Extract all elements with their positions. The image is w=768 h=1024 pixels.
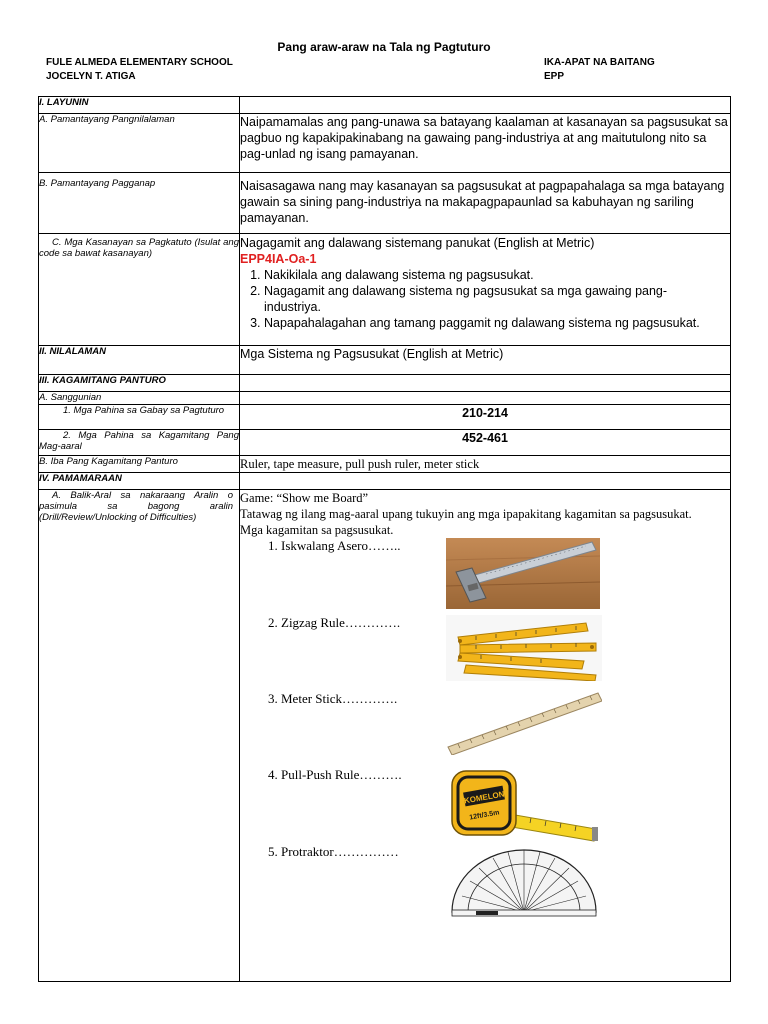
row-sanggunian [39, 392, 731, 405]
game-instruction: Tatawag ng ilang mag-aaral upang tukuyin ang mga ipapakitang kagamitan sa pagsusukat. [240, 507, 692, 521]
list-item: 1. Nakikilala ang dalawang sistema ng pagsusukat. [264, 267, 730, 283]
header-right [544, 56, 655, 84]
kagamitan-label: III. KAGAMITANG PANTURO [39, 375, 240, 392]
kasanayan-code: EPP4IA-Oa-1 [240, 252, 317, 266]
iba-pang-kagamitan-text: Ruler, tape measure, pull push ruler, meter stick [240, 456, 731, 473]
header-left [46, 56, 233, 84]
row-nilalaman [39, 346, 731, 375]
row-pamantayang-pagganap [39, 173, 731, 234]
teacher-name: JOCELYN T. ATIGA [46, 71, 136, 82]
tape-brand: KOMELON [463, 789, 506, 806]
balik-aral-label: A. Balik-Aral sa nakaraang Aralin o pasimula sa bagong aralin (Drill/Review/Unlocking of Difficulties) [39, 490, 240, 982]
try-square-image [446, 538, 600, 609]
tool-label: 5. Protraktor…………… [268, 844, 399, 859]
protractor-image [446, 844, 602, 918]
row-kasanayan [39, 234, 731, 346]
kasanayan-list [240, 267, 730, 331]
nilalaman-label: II. NILALAMAN [39, 346, 240, 375]
row-layunin [39, 97, 731, 114]
meter-stick-image [446, 691, 602, 755]
layunin-label: I. LAYUNIN [39, 97, 240, 114]
page-title: Pang araw-araw na Tala ng Pagtuturo [277, 40, 491, 54]
lesson-plan-table [38, 96, 731, 982]
list-item: 3. Napapahalagahan ang tamang paggamit ng dalawang sistema ng pagsusukat. [264, 315, 730, 331]
tool-label: 3. Meter Stick…………. [268, 691, 398, 706]
tool-label: 2. Zigzag Rule…………. [268, 615, 401, 630]
tool-row-iskwalang-asero [240, 538, 730, 615]
balik-aral-cell [240, 490, 731, 982]
pangnilalaman-label: A. Pamantayang Pangnilalaman [39, 114, 240, 173]
sanggunian-label: A. Sanggunian [39, 392, 240, 405]
zigzag-rule-image [446, 615, 602, 681]
tool-label: 1. Iskwalang Asero…….. [268, 538, 401, 553]
row-kagamitan-pahina [39, 430, 731, 456]
tool-row-protraktor [240, 844, 730, 924]
row-iba-pang-kagamitan [39, 456, 731, 473]
row-pamamaraan [39, 473, 731, 490]
row-kagamitan [39, 375, 731, 392]
nilalaman-text: Mga Sistema ng Pagsusukat (English at Metric) [240, 346, 731, 375]
tool-row-meter-stick [240, 691, 730, 767]
pagganap-label: B. Pamantayang Pagganap [39, 173, 240, 234]
list-item: 2. Nagagamit ang dalawang sistema ng pagsusukat sa mga gawaing pang-industriya. [264, 283, 730, 315]
subject-name: EPP [544, 71, 565, 82]
row-balik-aral [39, 490, 731, 982]
pamamaraan-label: IV. PAMAMARAAN [39, 473, 240, 490]
tool-row-zigzag-rule [240, 615, 730, 691]
school-name: FULE ALMEDA ELEMENTARY SCHOOL [46, 57, 233, 68]
tools-list-title: Mga kagamitan sa pagsusukat. [240, 523, 394, 537]
row-gabay-pahina [39, 405, 731, 430]
tape-size: 12ft/3.5m [468, 809, 500, 822]
kagamitan-pahina-value: 452-461 [240, 430, 731, 456]
pagganap-text: Naisasagawa nang may kasanayan sa pagsusukat at pagpapahalaga sa mga batayang gawain sa sining pang-industriya na makapagpapaunlad sa kabuhayan ng sariling pamayanan. [240, 173, 731, 234]
kasanayan-text: Nagagamit ang dalawang sistemang panukat (English at Metric) [240, 236, 595, 250]
pangnilalaman-text: Naipamamalas ang pang-unawa sa batayang kaalaman at kasanayan sa pagsusukat sa pagbuo ng kapakipakinabang na gawaing pang-industriya at ang maitutulong nito sa pag-unlad ng isang pamayanan. [240, 114, 731, 173]
kasanayan-label: C. Mga Kasanayan sa Pagkatuto (Isulat ang code sa bawat kasanayan) [39, 234, 240, 346]
kagamitan-pahina-label: 2. Mga Pahina sa Kagamitang Pang Mag-aaral [39, 430, 240, 456]
gabay-pahina-value: 210-214 [240, 405, 731, 430]
kasanayan-cell [240, 234, 731, 346]
row-pamantayang-pangnilalaman [39, 114, 731, 173]
grade-level: IKA-APAT NA BAITANG [544, 57, 655, 68]
gabay-pahina-label: 1. Mga Pahina sa Gabay sa Pagtuturo [39, 405, 240, 430]
tool-label: 4. Pull-Push Rule………. [268, 767, 402, 782]
iba-pang-kagamitan-label: B. Iba Pang Kagamitang Panturo [39, 456, 240, 473]
tape-measure-image [446, 767, 606, 845]
game-title: Game: “Show me Board” [240, 491, 369, 505]
tool-row-pull-push-rule [240, 767, 730, 844]
